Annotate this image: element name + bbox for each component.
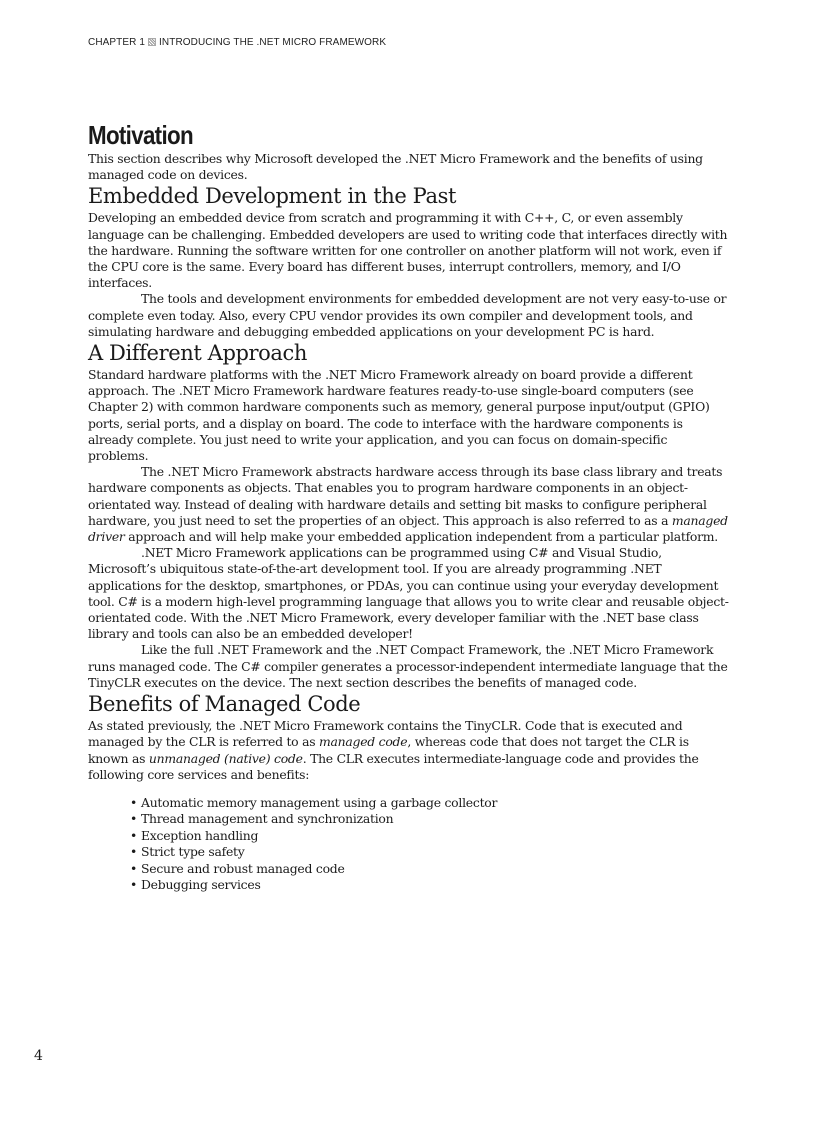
list-item: • Automatic memory management using a garbage collector bbox=[130, 795, 730, 811]
page-title: Motivation bbox=[88, 120, 193, 150]
list-item: • Thread management and synchronization bbox=[130, 811, 730, 827]
different-p2-text-a: The .NET Micro Framework abstracts hardware access through its base class library and treats hardware components as objects. That enables you to program hardware components in an object-orientated way. Instead of dealing with hardware details and setting bit masks to configure peripheral hardware, you just need to set the properties of an object. This approach is also referred to as a bbox=[88, 464, 723, 528]
different-paragraph-2 bbox=[88, 464, 730, 545]
running-head bbox=[88, 37, 386, 48]
embedded-paragraph-1: Developing an embedded device from scratch and programming it with C++, C, or even assembly language can be challenging. Embedded developers are used to writing code that interfaces directly with the hardware. Running the software written for one controller on another platform will not work, even if the CPU core is the same. Every board has different buses, interrupt controllers, memory, and I/O interfaces. bbox=[88, 210, 728, 291]
page-content bbox=[88, 119, 730, 893]
benefits-p1-text-b: , whereas code that does not target the CLR is known as bbox=[88, 734, 689, 766]
list-item: • Exception handling bbox=[130, 828, 730, 844]
managed-code-term: managed code bbox=[319, 734, 408, 750]
benefits-paragraph-1 bbox=[88, 718, 730, 783]
embedded-paragraph-2: The tools and development environments for embedded development are not very easy-to-use or complete even today. Also, every CPU vendor provides its own compiler and development tools, and simulating hardware and debugging embedded applications on your development PC is hard. bbox=[88, 291, 727, 339]
running-head-separator-icon bbox=[148, 38, 156, 46]
benefits-p1-text-c: . The CLR executes intermediate-language code and provides the following core services and benefits: bbox=[88, 750, 699, 782]
running-head-title: INTRODUCING THE .NET MICRO FRAMEWORK bbox=[159, 37, 387, 48]
benefits-p1-text-a: As stated previously, the .NET Micro Framework contains the TinyCLR. Code that is executed and managed by the CLR is referred to as bbox=[88, 718, 683, 750]
managed-driver-term: managed driver bbox=[88, 512, 728, 545]
section-heading-embedded: Embedded Development in the Past bbox=[88, 184, 456, 209]
list-item: • Debugging services bbox=[130, 877, 730, 893]
list-item: • Strict type safety bbox=[130, 844, 730, 860]
running-head-chapter: CHAPTER 1 bbox=[88, 37, 146, 48]
benefits-list bbox=[130, 795, 730, 893]
different-paragraph-3: .NET Micro Framework applications can be programmed using C# and Visual Studio, Microsoft’s ubiquitous state-of-the-art development tool. If you are already programming .NET applications for the desktop, smartphones, or PDAs, you can continue using your everyday development tool. C# is a modern high-level programming language that allows you to write clear and reusable object-orientated code. With the .NET Micro Framework, every developer familiar with the .NET base class library and tools can also be an embedded developer! bbox=[88, 545, 729, 642]
different-p2-text-b: approach and will help make your embedded application independent from a particular platform. bbox=[124, 529, 718, 545]
intro-paragraph: This section describes why Microsoft developed the .NET Micro Framework and the benefits of using managed code on devices. bbox=[88, 151, 703, 183]
different-paragraph-4: Like the full .NET Framework and the .NET Compact Framework, the .NET Micro Framework runs managed code. The C# compiler generates a processor-independent intermediate language that the TinyCLR executes on the device. The next section describes the benefits of managed code. bbox=[88, 642, 728, 690]
section-heading-different-approach: A Different Approach bbox=[88, 341, 308, 366]
list-item: • Secure and robust managed code bbox=[130, 861, 730, 877]
section-heading-benefits: Benefits of Managed Code bbox=[88, 692, 361, 717]
unmanaged-code-term: unmanaged (native) code bbox=[148, 750, 303, 766]
page-number: 4 bbox=[34, 1048, 43, 1064]
different-paragraph-1: Standard hardware platforms with the .NET Micro Framework already on board provide a different approach. The .NET Micro Framework hardware features ready-to-use single-board computers (see Chapter 2) with common hardware components such as memory, general purpose input/output (GPIO) ports, serial ports, and a display on board. The code to interface with the hardware components is already complete. You just need to write your application, and you can focus on domain-specific problems. bbox=[88, 367, 710, 464]
